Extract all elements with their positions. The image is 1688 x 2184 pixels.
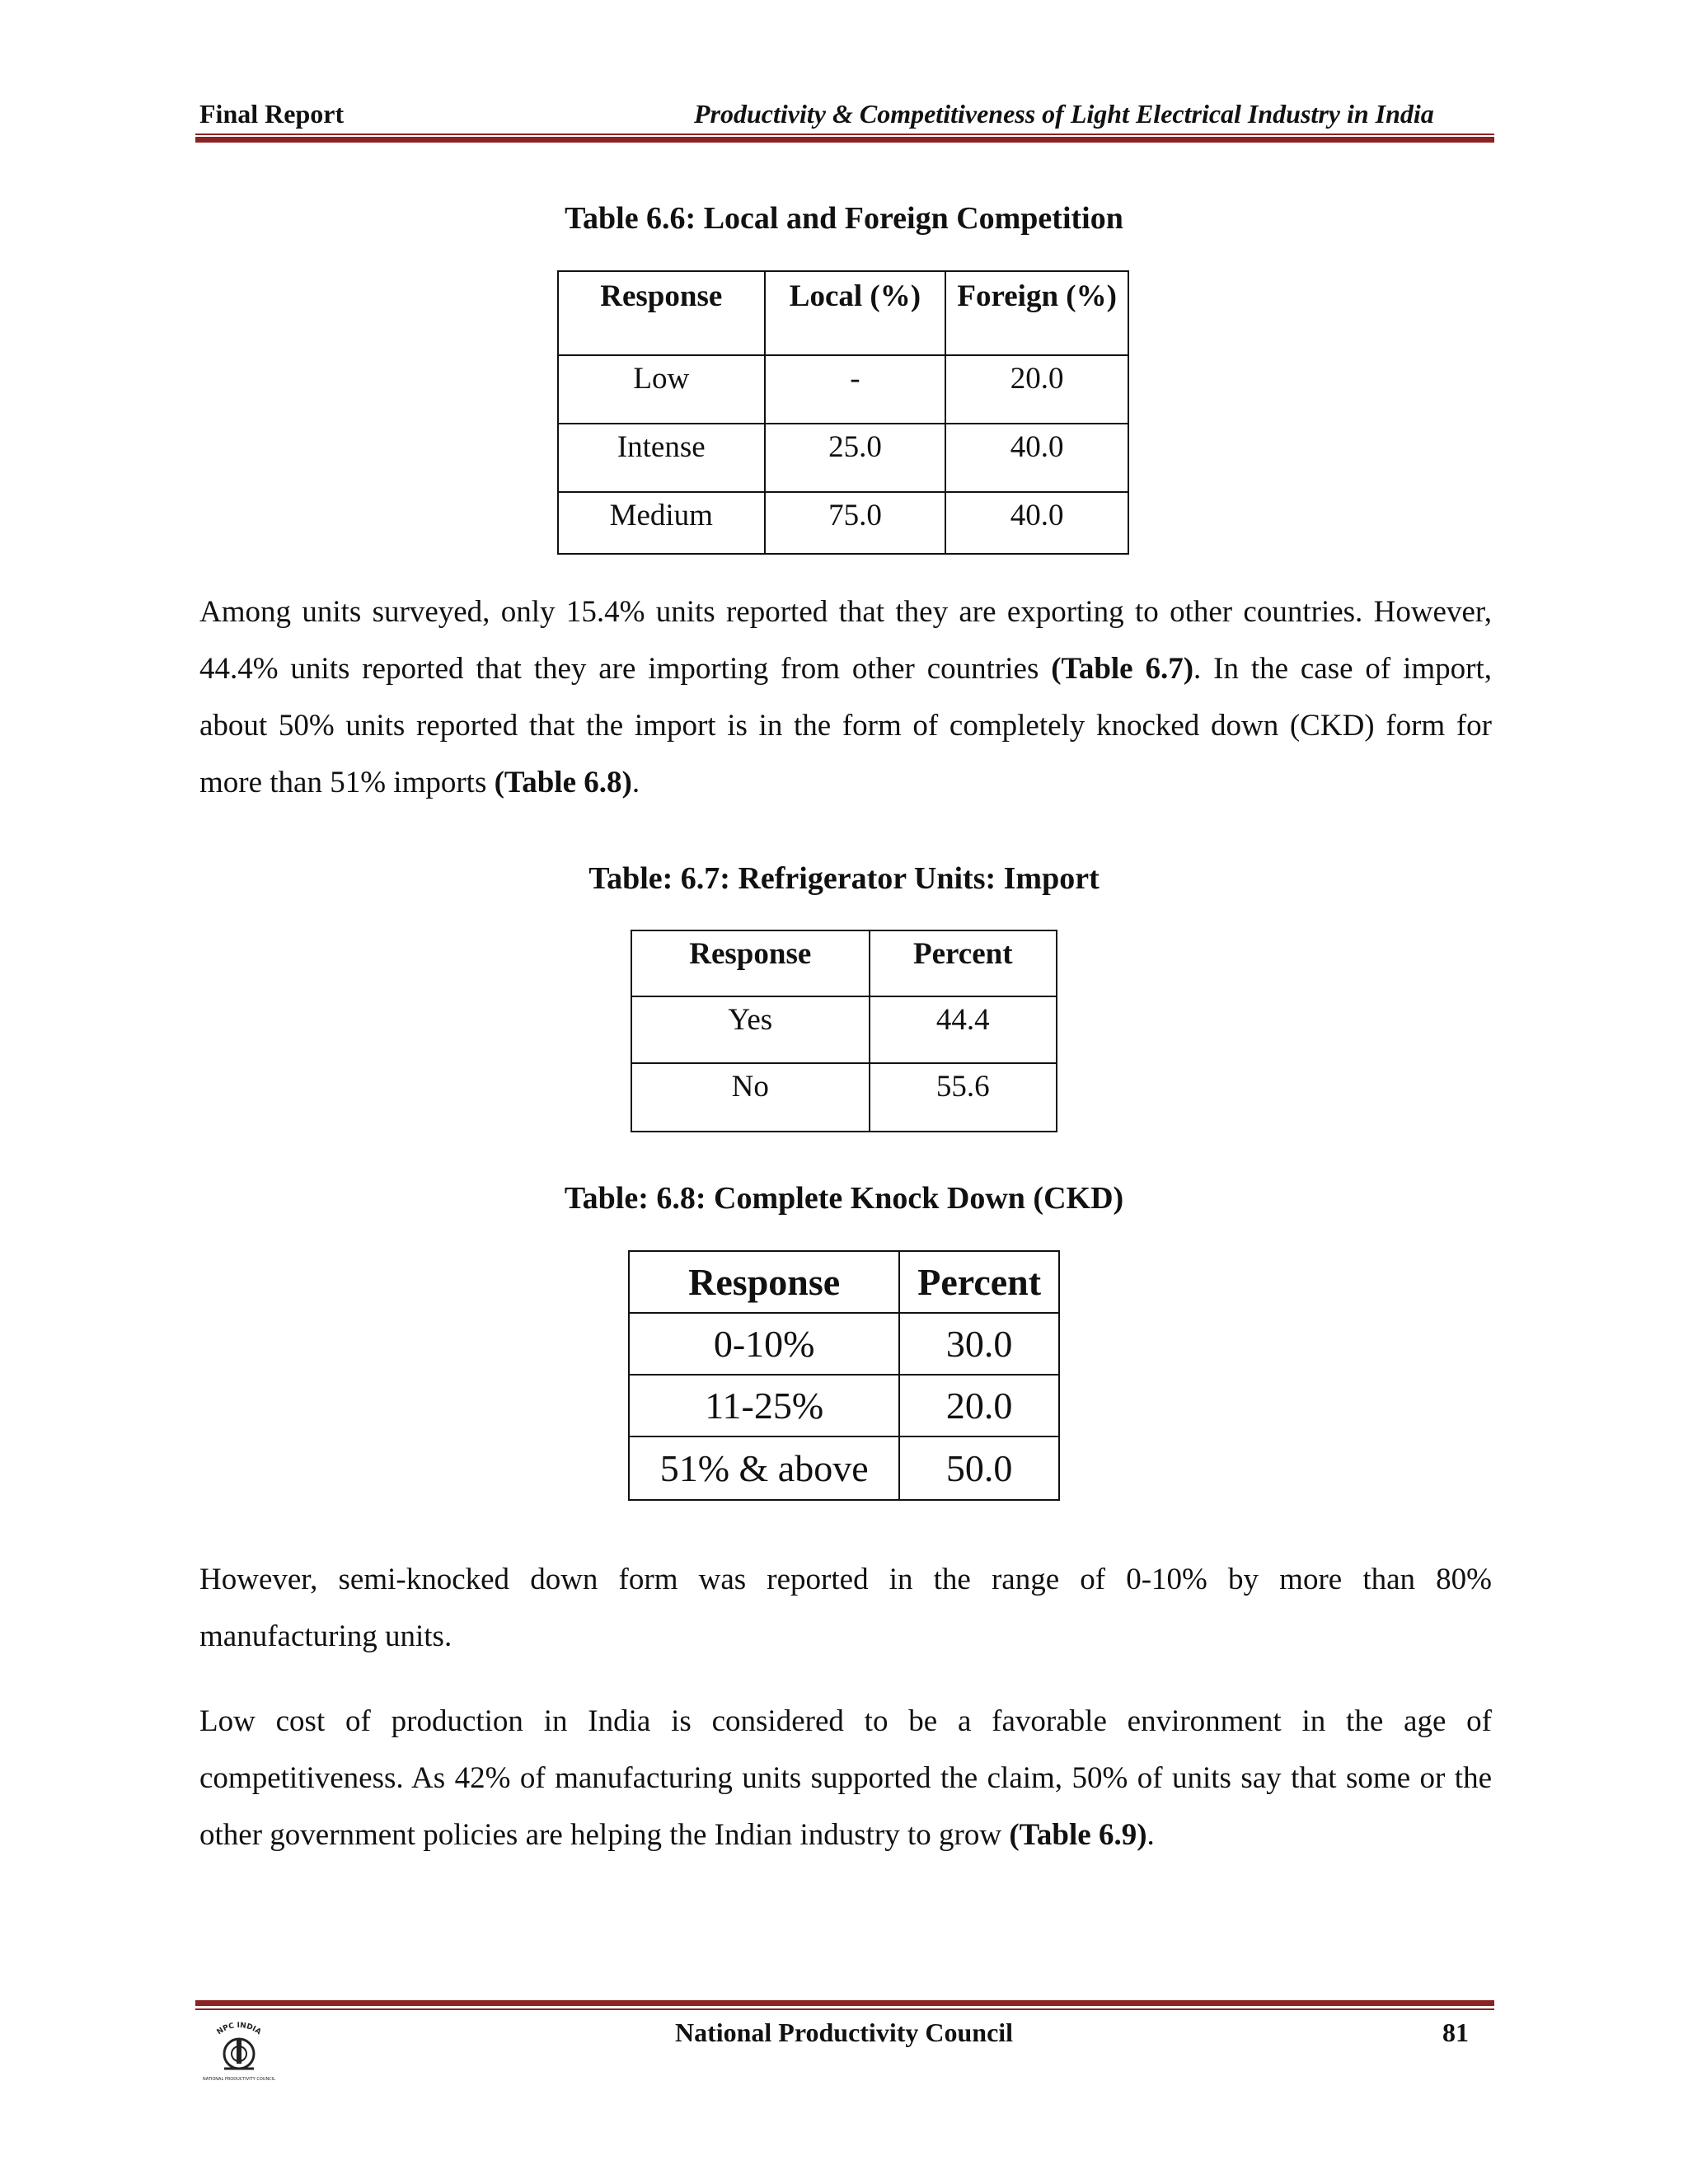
table-reference: (Table 6.8) bbox=[494, 766, 632, 799]
table-cell: 30.0 bbox=[899, 1313, 1059, 1375]
table-cell: No bbox=[631, 1063, 870, 1132]
table-row bbox=[629, 1375, 1059, 1436]
column-header: Response bbox=[629, 1251, 899, 1313]
table-row bbox=[558, 492, 1128, 554]
svg-text:NPC INDIA bbox=[216, 2022, 263, 2036]
table-cell: 20.0 bbox=[945, 355, 1128, 424]
table-6-7 bbox=[631, 930, 1057, 1132]
footer-organization: National Productivity Council bbox=[674, 2018, 1014, 2047]
column-header: Percent bbox=[870, 930, 1057, 996]
column-header: Response bbox=[558, 271, 765, 355]
paragraph-text: . bbox=[631, 766, 640, 799]
table-6-8-caption: Table: 6.8: Complete Knock Down (CKD) bbox=[564, 1181, 1124, 1216]
header-left-title: Final Report bbox=[199, 99, 345, 129]
table-cell: 25.0 bbox=[765, 424, 946, 492]
header-right-title: Productivity & Competitiveness of Light Electrical Industry in India bbox=[694, 99, 1434, 129]
table-header-row bbox=[629, 1251, 1059, 1313]
body-paragraph-import-export bbox=[199, 583, 1492, 811]
table-6-7-caption: Table: 6.7: Refrigerator Units: Import bbox=[588, 861, 1100, 896]
paragraph-text: . In the case of import, about 50% units reported that the import is in the form of completely knocked down (CKD) form for more than 51% imports bbox=[199, 652, 1492, 799]
table-cell: Medium bbox=[558, 492, 765, 554]
header-rule-thin bbox=[195, 134, 1494, 135]
table-row bbox=[629, 1313, 1059, 1375]
header-rule-thick bbox=[195, 137, 1494, 143]
table-cell: 40.0 bbox=[945, 424, 1128, 492]
table-row bbox=[558, 424, 1128, 492]
table-row bbox=[558, 355, 1128, 424]
table-reference: (Table 6.9) bbox=[1009, 1818, 1147, 1852]
body-paragraph-cost bbox=[199, 1693, 1492, 1863]
table-cell: 40.0 bbox=[945, 492, 1128, 554]
table-cell: Yes bbox=[631, 996, 870, 1063]
footer-rule-thin bbox=[195, 2008, 1494, 2010]
table-cell: 55.6 bbox=[870, 1063, 1057, 1132]
table-6-8 bbox=[628, 1250, 1060, 1501]
paragraph-text: Low cost of production in India is considered to be a favorable environment in the age of competitiveness. As 42% of manufacturing units supported the claim, 50% of units say that some or the other government policies are helping the Indian industry to grow bbox=[199, 1704, 1492, 1852]
table-header-row bbox=[558, 271, 1128, 355]
paragraph-text: . bbox=[1146, 1818, 1155, 1852]
emblem-top-text: NPC INDIA bbox=[215, 2021, 263, 2037]
table-cell: 51% & above bbox=[629, 1436, 899, 1500]
table-cell: 11-25% bbox=[629, 1375, 899, 1436]
page-number: 81 bbox=[1442, 2018, 1469, 2047]
table-6-6-caption: Table 6.6: Local and Foreign Competition bbox=[565, 201, 1123, 236]
paragraph-text: Among units surveyed, only 15.4% units reported that they are exporting to other countries. However, 44.4% units reported that they are importing from other countries bbox=[199, 595, 1492, 686]
table-cell: 50.0 bbox=[899, 1436, 1059, 1500]
column-header: Foreign (%) bbox=[945, 271, 1128, 355]
table-reference: (Table 6.7) bbox=[1051, 652, 1194, 686]
emblem-bottom-text: NATIONAL PRODUCTIVITY COUNCIL bbox=[203, 2077, 275, 2082]
column-header: Response bbox=[631, 930, 870, 996]
table-cell: Low bbox=[558, 355, 765, 424]
table-cell: Intense bbox=[558, 424, 765, 492]
table-cell: 0-10% bbox=[629, 1313, 899, 1375]
column-header: Local (%) bbox=[765, 271, 946, 355]
table-row bbox=[631, 996, 1057, 1063]
table-cell: 44.4 bbox=[870, 996, 1057, 1063]
table-cell: - bbox=[765, 355, 946, 424]
table-row bbox=[629, 1436, 1059, 1500]
footer-rule-thick bbox=[195, 2000, 1494, 2006]
table-cell: 20.0 bbox=[899, 1375, 1059, 1436]
column-header: Percent bbox=[899, 1251, 1059, 1313]
table-row bbox=[631, 1063, 1057, 1132]
table-header-row bbox=[631, 930, 1057, 996]
body-paragraph-skd: However, semi-knocked down form was reported in the range of 0-10% by more than 80% manufacturing units. bbox=[199, 1563, 1492, 1653]
table-cell: 75.0 bbox=[765, 492, 946, 554]
npc-emblem-icon bbox=[199, 2019, 279, 2085]
table-6-6 bbox=[557, 270, 1129, 555]
